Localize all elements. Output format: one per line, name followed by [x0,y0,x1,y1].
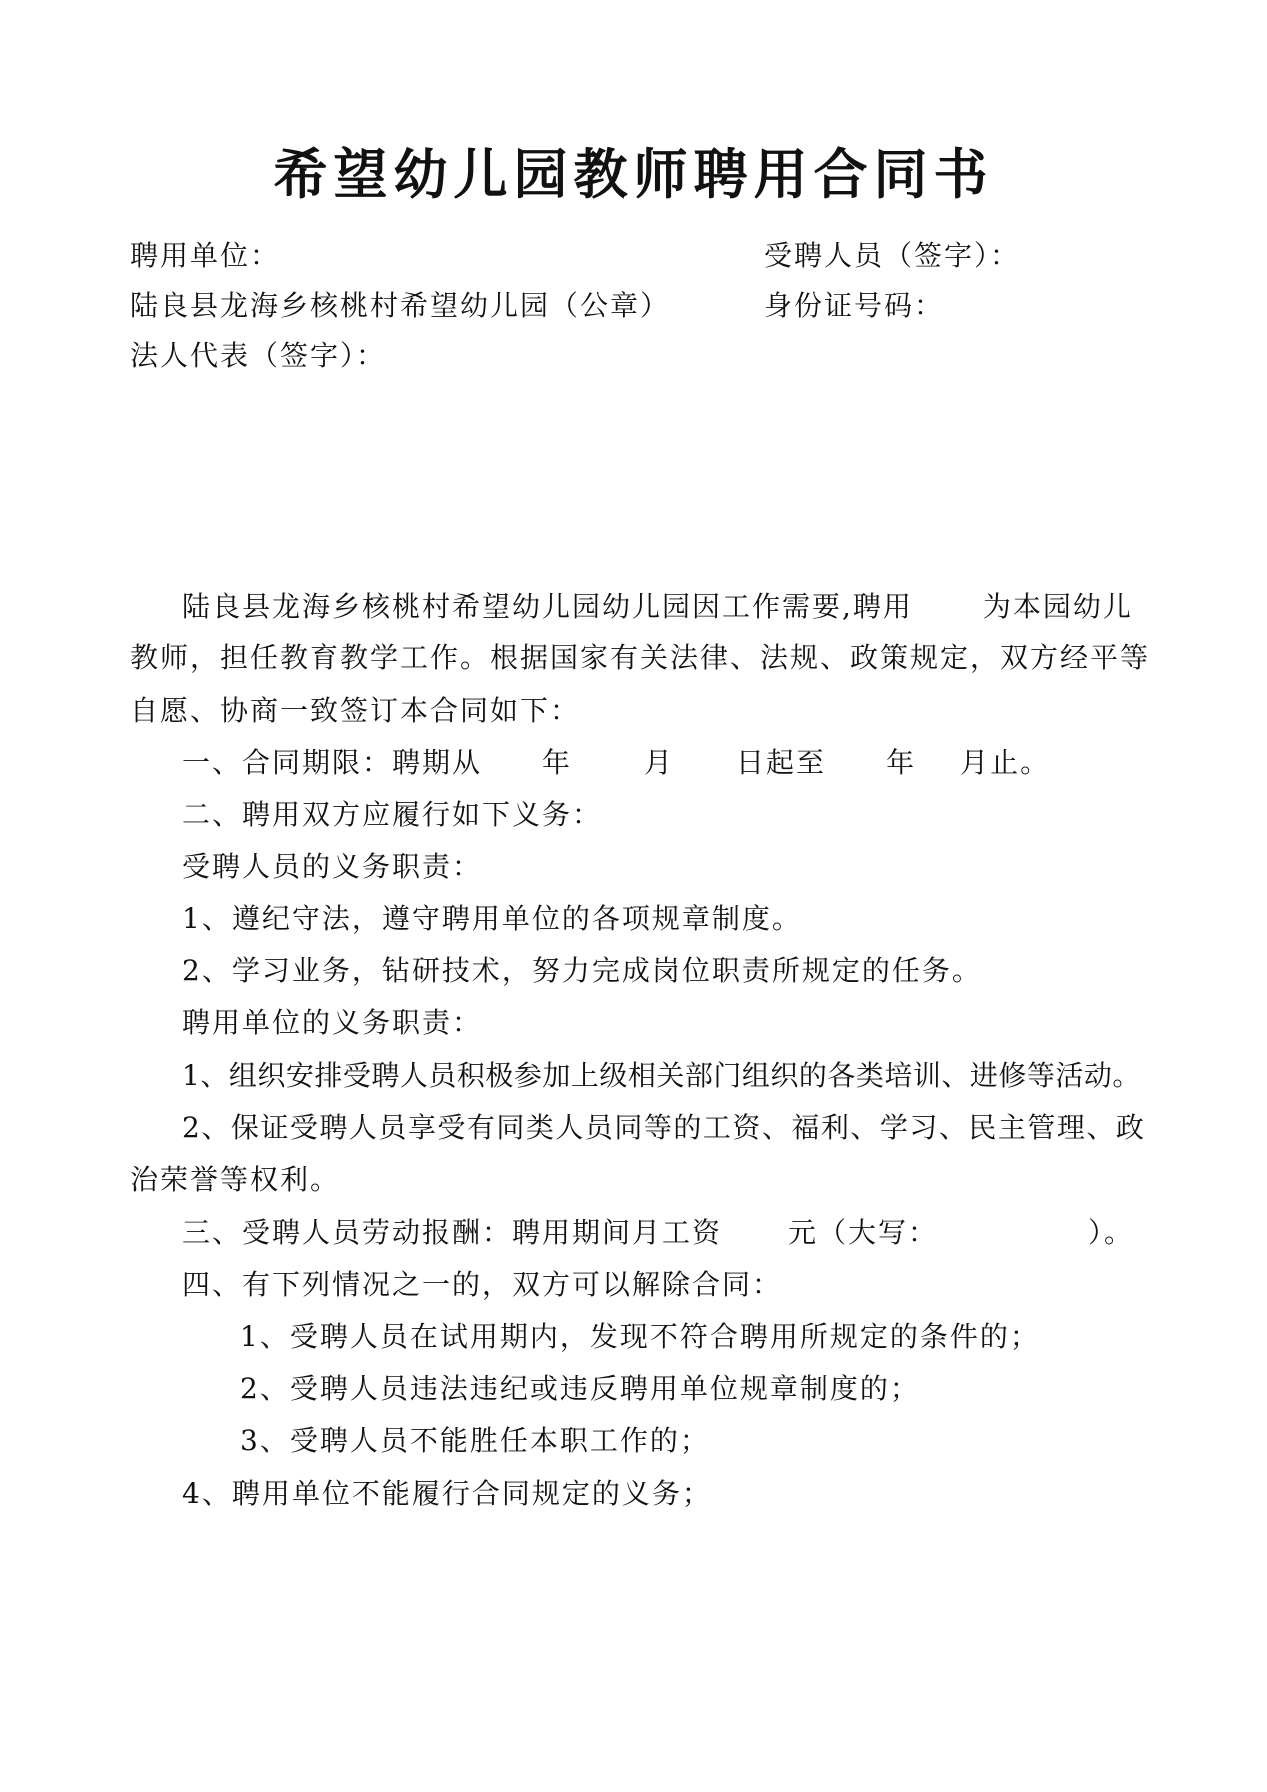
document-title: 希望幼儿园教师聘用合同书 [273,142,994,206]
employer-duty-2-line-1: 2、保证受聘人员享受有同类人员同等的工资、福利、学习、民主管理、政 [182,1111,1146,1144]
termination-item-1: 1、受聘人员在试用期内，发现不符合聘用所规定的条件的； [240,1320,1040,1353]
employee-duty-1: 1、遵纪守法，遵守聘用单位的各项规章制度。 [182,902,802,935]
employee-duties-heading: 受聘人员的义务职责： [182,850,483,883]
termination-item-3: 3、受聘人员不能胜任本职工作的； [240,1424,710,1457]
termination-item-4: 4、聘用单位不能履行合同规定的义务； [182,1477,712,1510]
intro-text-a: 陆良县龙海乡核桃村希望幼儿园幼儿园因工作需要,聘用 [182,590,913,623]
salary-label: 三、受聘人员劳动报酬：聘用期间月工资 [182,1216,723,1249]
employee-signature-label: 受聘人员（签字）： [764,239,1021,272]
salary-unit: 元（大写： [788,1216,939,1249]
term-year-1: 年 [542,746,573,779]
employer-duty-2-line-2: 治荣誉等权利。 [130,1163,341,1196]
term-label: 一、合同期限：聘期从 [182,746,483,779]
contract-term-line [182,745,1050,781]
intro-line-1 [182,589,1133,625]
intro-line-2: 教师，担任教育教学工作。根据国家有关法律、法规、政策规定，双方经平等 [130,641,1151,674]
duties-heading: 二、聘用双方应履行如下义务： [182,798,603,831]
intro-text-b: 为本园幼儿 [982,590,1133,623]
termination-heading: 四、有下列情况之一的，双方可以解除合同： [182,1268,783,1301]
term-year-2: 年 [886,746,917,779]
employee-duty-2: 2、学习业务，钻研技术，努力完成岗位职责所规定的任务。 [182,954,982,987]
employer-duty-1: 1、组织安排受聘人员积极参加上级相关部门组织的各类培训、进修等活动。 [182,1059,1141,1092]
salary-line [182,1215,1134,1251]
employer-duties-heading: 聘用单位的义务职责： [182,1006,483,1039]
term-month-end: 月止。 [960,746,1051,779]
intro-line-3: 自愿、协商一致签订本合同如下： [130,694,581,727]
employer-name: 陆良县龙海乡核桃村希望幼儿园（公章） [130,289,671,322]
termination-item-2: 2、受聘人员违法违纪或违反聘用单位规章制度的； [240,1372,920,1405]
id-number-label: 身份证号码： [764,289,945,322]
term-month-1: 月 [644,746,675,779]
employer-label: 聘用单位： [130,239,281,272]
legal-rep-label: 法人代表（签字）： [130,339,387,372]
term-day-start: 日起至 [736,746,827,779]
salary-close: ）。 [1088,1216,1135,1249]
